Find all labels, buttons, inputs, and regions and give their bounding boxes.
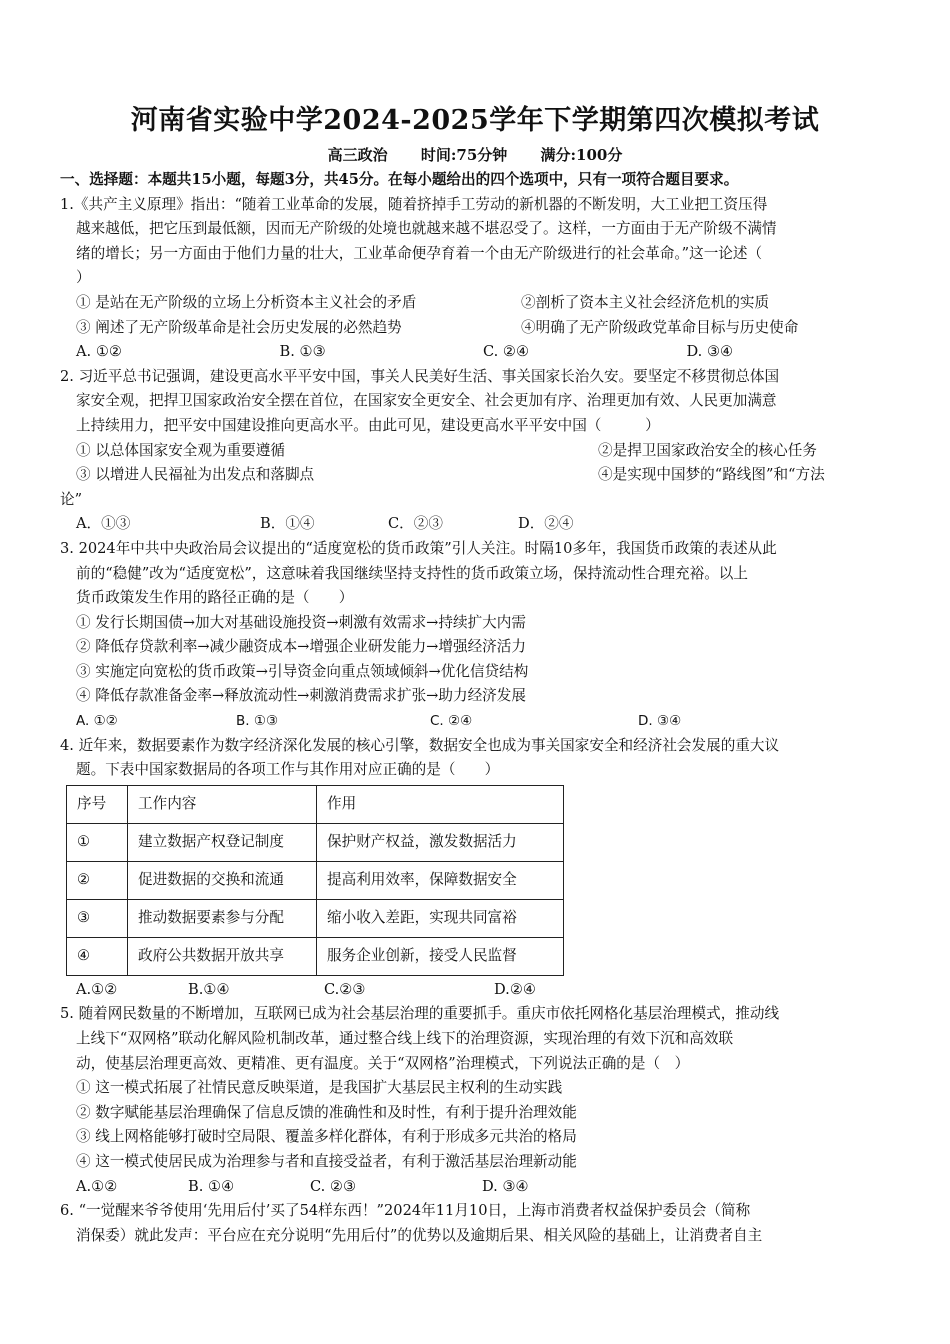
question-stem-line: 6. “一觉醒来爷爷使用‘先用后付’买了54样东西！”2024年11月10日，上海市消费者权益保护委员会（简称 [60,1202,751,1220]
exam-subtitle [0,144,950,165]
table-cell: ③ [67,899,128,937]
statement-item: ④ 降低存款准备金率→释放流动性→刺激消费需求扩张→助力经济发展 [76,687,526,705]
option-a[interactable]: A.①② [76,980,118,998]
table-cell: 政府公共数据开放共享 [128,937,317,975]
table-cell: 服务企业创新，接受人民监督 [317,937,564,975]
question-stem-line: ） [76,269,91,287]
table-row [67,937,564,975]
statement-continuation: 论” [60,490,83,508]
answer-options [60,978,890,1003]
question-stem-line: 上持续用力，把平安中国建设推向更高水平。由此可见，建设更高水平平安中国（ ） [76,416,660,434]
option-c[interactable]: C. ②④ [483,343,530,361]
option-b[interactable]: B. ①③ [236,713,279,730]
table-cell: 保护财产权益，激发数据活力 [317,823,564,861]
question-stem-line: 4. 近年来，数据要素作为数字经济深化发展的核心引擎，数据安全也成为事关国家安全和经济社会发展的重大议 [60,736,780,754]
statement-item: ②剖析了资本主义社会经济危机的实质 [521,293,770,311]
statement-item: ① 是站在无产阶级的立场上分析资本主义社会的矛盾 [76,293,417,311]
answer-options [60,709,890,734]
statement-row [60,463,890,488]
question-stem-line: 2. 习近平总书记强调，建设更高水平平安中国，事关人民美好生活、事关国家长治久安。要坚定不移贯彻总体国 [60,367,780,385]
table-header-cell: 序号 [67,785,128,823]
statement-row [60,439,890,464]
answer-options [60,1175,890,1200]
exam-title: 河南省实验中学2024-2025学年下学期第四次模拟考试 [130,105,820,136]
question-5 [60,1002,890,1199]
question-1 [60,193,890,365]
question-stem-line: 前的“稳健”改为“适度宽松”，这意味着我国继续坚持支持性的货币政策立场，保持流动性合理充裕。以上 [76,564,748,582]
option-b[interactable]: B．①④ [260,515,315,533]
statement-item: ③ 以增进人民福祉为出发点和落脚点 [76,466,315,484]
subject-label: 高三政治 [327,146,388,164]
table-header-cell: 作用 [317,785,564,823]
statement-item: ① 以总体国家安全观为重要遵循 [76,441,285,459]
question-stem-line: 3. 2024年中共中央政治局会议提出的“适度宽松的货币政策”引人关注。时隔10多年，我国货币政策的表述从此 [60,539,777,557]
statement-item: ① 这一模式拓展了社情民意反映渠道，是我国扩大基层民主权利的生动实践 [76,1079,563,1097]
question-stem-line: 货币政策发生作用的路径正确的是（ ） [76,589,354,607]
option-b[interactable]: B.①④ [188,980,230,998]
question-2 [60,365,890,537]
question-stem-line: 上线下“双网格”联动化解风险机制改革，通过整合线上线下的治理资源，实现治理的有效下沉和高效联 [76,1030,734,1048]
question-stem-line: 动，使基层治理更高效、更精准、更有温度。关于“双网格”治理模式，下列说法正确的是（ ） [76,1054,690,1072]
statement-item: ③ 实施定向宽松的货币政策→引导资金向重点领域倾斜→优化信贷结构 [76,662,529,680]
option-a[interactable]: A. ①② [76,343,122,361]
statement-item: ④是实现中国梦的“路线图”和“方法 [598,466,825,484]
option-c[interactable]: C. ②③ [310,1177,357,1195]
question-stem-line: 题。下表中国家数据局的各项工作与其作用对应正确的是（ ） [76,761,500,779]
statement-item: ③ 阐述了无产阶级革命是社会历史发展的必然趋势 [76,318,402,336]
option-a[interactable]: A．①③ [76,515,131,533]
statement-item: ② 数字赋能基层治理确保了信息反馈的准确性和及时性，有利于提升治理效能 [76,1103,577,1121]
table-row [67,823,564,861]
statement-item: ②是捍卫国家政治安全的核心任务 [598,441,817,459]
question-stem-line: 绪的增长；另一方面由于他们力量的壮大，工业革命便孕育着一个由无产阶级进行的社会革命。”这一论述（ [76,244,763,262]
score-label: 满分:100分 [540,146,623,164]
question-4 [60,734,890,1003]
table-cell: ④ [67,937,128,975]
question-stem-line: 1.《共产主义原理》指出：“随着工业革命的发展，随着挤掉手工劳动的新机器的不断发明，大工业把工资压得 [60,195,768,213]
table-header-row [67,785,564,823]
option-c[interactable]: C. ②④ [430,713,473,730]
exam-content [60,168,890,1248]
table-cell: 推动数据要素参与分配 [128,899,317,937]
table-cell: 促进数据的交换和流通 [128,861,317,899]
table-cell: 缩小收入差距，实现共同富裕 [317,899,564,937]
question-6 [60,1199,890,1248]
option-d[interactable]: D. ③④ [638,713,682,730]
statement-row [60,316,890,341]
table-row [67,899,564,937]
question-3 [60,537,890,734]
question-stem-line: 家安全观，把捍卫国家政治安全摆在首位，在国家安全更安全、社会更加有序、治理更加有效、人民更加满意 [76,392,777,410]
table-row [67,861,564,899]
option-c[interactable]: C.②③ [324,980,366,998]
option-d[interactable]: D.②④ [494,980,536,998]
table-cell: 提高利用效率，保障数据安全 [317,861,564,899]
question-stem-line: 越来越低，把它压到最低额，因而无产阶级的处境也就越来越不堪忍受了。这样，一方面由于无产阶级不满情 [76,220,777,238]
answer-options [60,512,890,537]
time-label: 时间:75分钟 [420,146,508,164]
statement-item: ③ 线上网格能够打破时空局限、覆盖多样化群体，有利于形成多元共治的格局 [76,1128,577,1146]
option-a[interactable]: A. ①② [76,713,118,730]
option-d[interactable]: D. ③④ [686,343,734,361]
statement-item: ② 降低存贷款利率→减少融资成本→增强企业研发能力→增强经济活力 [76,638,526,656]
question-stem-line: 消保委）就此发声：平台应在充分说明“先用后付”的优势以及逾期后果、相关风险的基础上，让消费者自主 [76,1226,763,1244]
statement-row [60,291,890,316]
question-stem-line: 5. 随着网民数量的不断增加，互联网已成为社会基层治理的重要抓手。重庆市依托网格化基层治理模式，推动线 [60,1005,780,1023]
data-work-table [66,785,564,976]
option-c[interactable]: C．②③ [388,515,443,533]
option-b[interactable]: B. ①④ [188,1177,235,1195]
answer-options [60,340,890,365]
option-b[interactable]: B. ①③ [279,343,326,361]
section-heading: 一、选择题：本题共15小题，每题3分，共45分。在每小题给出的四个选项中，只有一项符合题目要求。 [60,171,739,188]
table-cell: 建立数据产权登记制度 [128,823,317,861]
option-a[interactable]: A.①② [76,1177,118,1195]
option-d[interactable]: D. ③④ [482,1177,529,1195]
table-header-cell: 工作内容 [128,785,317,823]
option-d[interactable]: D．②④ [518,515,574,533]
table-cell: ① [67,823,128,861]
statement-item: ④明确了无产阶级政党革命目标与历史使命 [521,318,799,336]
table-cell: ② [67,861,128,899]
statement-item: ④ 这一模式使居民成为治理参与者和直接受益者，有利于激活基层治理新动能 [76,1153,577,1170]
statement-item: ① 发行长期国债→加大对基础设施投资→刺激有效需求→持续扩大内需 [76,613,526,631]
